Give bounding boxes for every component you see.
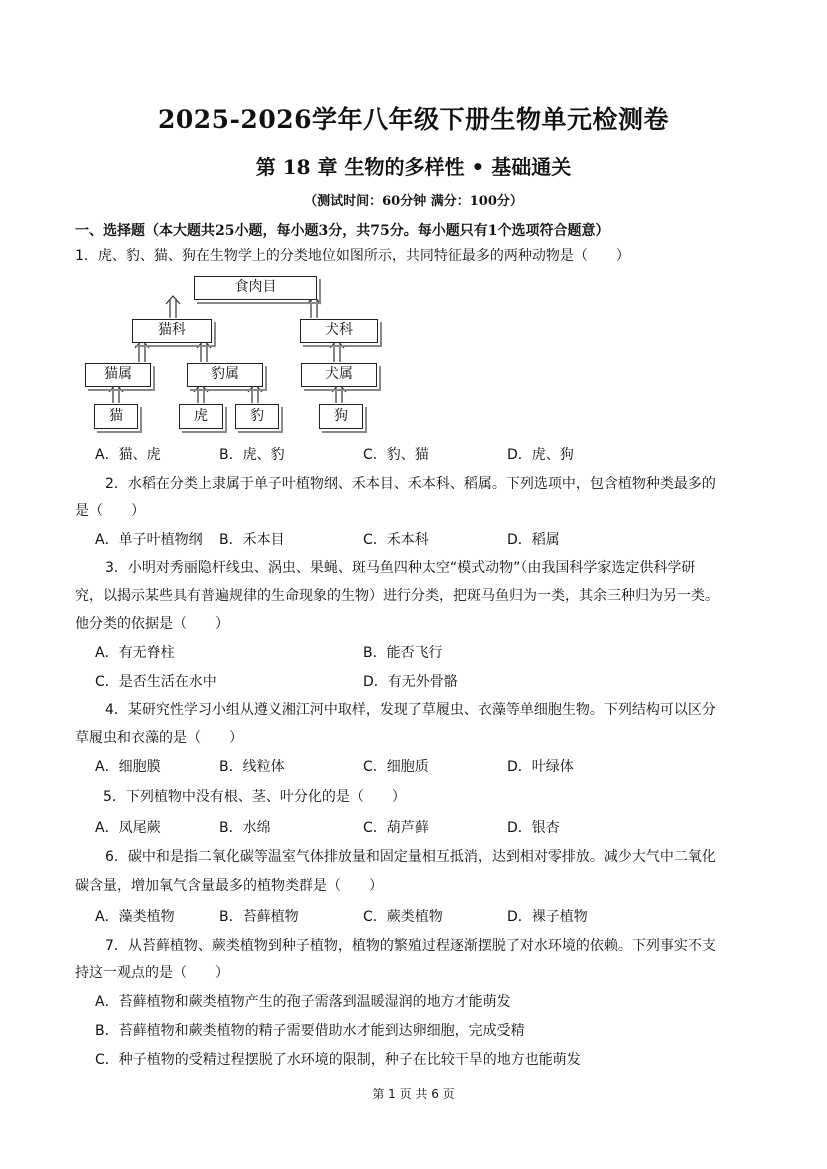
q1-option-c[interactable]: C．豹、猫 [363, 447, 429, 463]
node-species-tiger: 虎 [179, 404, 223, 429]
q5-option-d[interactable]: D．银杏 [507, 820, 560, 836]
q6-option-a[interactable]: A．藻类植物 [95, 909, 175, 925]
q7-option-c[interactable]: C．种子植物的受精过程摆脱了水环境的限制，种子在比较干旱的地方也能萌发 [95, 1052, 581, 1068]
q3-option-a[interactable]: A．有无脊柱 [95, 645, 175, 661]
question-3-stem-line1: 3．小明对秀丽隐杆线虫、涡虫、果蝇、斑马鱼四种太空“模式动物”（由我国科学家选定供科学研 [105, 560, 696, 576]
q1-option-d[interactable]: D．虎、狗 [507, 447, 574, 463]
q6-option-b[interactable]: B．苔藓植物 [219, 909, 299, 925]
q4-option-b[interactable]: B．线粒体 [219, 759, 285, 775]
q6-option-d[interactable]: D．裸子植物 [507, 909, 588, 925]
question-3-stem-line3: 他分类的依据是（ ） [75, 616, 229, 632]
node-genus-canis: 犬属 [301, 363, 377, 387]
question-5-stem: 5．下列植物中没有根、茎、叶分化的是（ ） [103, 789, 406, 805]
question-6-stem-line1: 6．碳中和是指二氧化碳等温室气体排放量和固定量相互抵消，达到相对零排放。减少大气中二氧化 [105, 849, 716, 865]
node-species-cat: 猫 [94, 404, 138, 429]
question-2-stem-line2: 是（ ） [75, 503, 145, 519]
node-genus-felis: 猫属 [85, 363, 151, 387]
q4-option-c[interactable]: C．细胞质 [363, 759, 429, 775]
node-family-felidae: 猫科 [132, 319, 212, 343]
q5-option-b[interactable]: B．水绵 [219, 820, 271, 836]
q7-option-a[interactable]: A．苔藓植物和蕨类植物产生的孢子需落到温暖湿润的地方才能萌发 [95, 994, 511, 1010]
q2-option-d[interactable]: D．稻属 [507, 532, 560, 548]
q2-option-b[interactable]: B．禾本目 [219, 532, 285, 548]
q6-option-c[interactable]: C．蕨类植物 [363, 909, 443, 925]
q2-option-a[interactable]: A．单子叶植物纲 [95, 532, 203, 548]
node-genus-panthera: 豹属 [187, 363, 263, 387]
page-number: 第 1 页 共 6 页 [372, 1087, 455, 1101]
question-4-stem-line1: 4．某研究性学习小组从遵义湘江河中取样，发现了草履虫、衣藻等单细胞生物。下列结构可以区分 [105, 702, 716, 718]
question-4-stem-line2: 草履虫和衣藻的是（ ） [75, 730, 243, 746]
q7-option-b[interactable]: B．苔藓植物和蕨类植物的精子需要借助水才能到达卵细胞，完成受精 [95, 1023, 525, 1039]
node-species-leopard: 豹 [235, 404, 279, 429]
node-order-carnivora: 食肉目 [194, 276, 317, 300]
q5-option-c[interactable]: C．葫芦藓 [363, 820, 429, 836]
q1-option-a[interactable]: A．猫、虎 [95, 447, 161, 463]
node-family-canidae: 犬科 [300, 319, 378, 343]
q3-option-d[interactable]: D．有无外骨骼 [363, 674, 458, 690]
chapter-subtitle: 第 18 章 生物的多样性 • 基础通关 [255, 155, 572, 179]
section-heading: 一、选择题（本大题共25小题，每小题3分，共75分。每小题只有1个选项符合题意） [75, 223, 610, 239]
q4-option-d[interactable]: D．叶绿体 [507, 759, 574, 775]
q3-option-b[interactable]: B．能否飞行 [363, 645, 443, 661]
q2-option-c[interactable]: C．禾本科 [363, 532, 429, 548]
question-2-stem-line1: 2．水稻在分类上隶属于单子叶植物纲、禾本目、禾本科、稻属。下列选项中，包含植物种类最多的 [105, 476, 716, 492]
exam-meta: （测试时间：60分钟 满分：100分） [304, 194, 523, 209]
q3-option-c[interactable]: C．是否生活在水中 [95, 674, 217, 690]
node-species-dog: 狗 [319, 404, 363, 429]
question-6-stem-line2: 碳含量，增加氧气含量最多的植物类群是（ ） [75, 878, 383, 894]
q1-option-b[interactable]: B．虎、豹 [219, 447, 285, 463]
question-7-stem-line1: 7．从苔藓植物、蕨类植物到种子植物，植物的繁殖过程逐渐摆脱了对水环境的依赖。下列事实不支 [105, 938, 716, 954]
question-1-stem: 1．虎、豹、猫、狗在生物学上的分类地位如图所示，共同特征最多的两种动物是（ ） [75, 248, 630, 264]
q4-option-a[interactable]: A．细胞膜 [95, 759, 161, 775]
question-3-stem-line2: 究，以揭示某些具有普遍规律的生命现象的生物）进行分类，把斑马鱼归为一类，其余三种归为另一类。 [75, 588, 719, 604]
q5-option-a[interactable]: A．凤尾蕨 [95, 820, 161, 836]
exam-title: 2025-2026学年八年级下册生物单元检测卷 [157, 105, 670, 134]
question-7-stem-line2: 持这一观点的是（ ） [75, 965, 229, 981]
